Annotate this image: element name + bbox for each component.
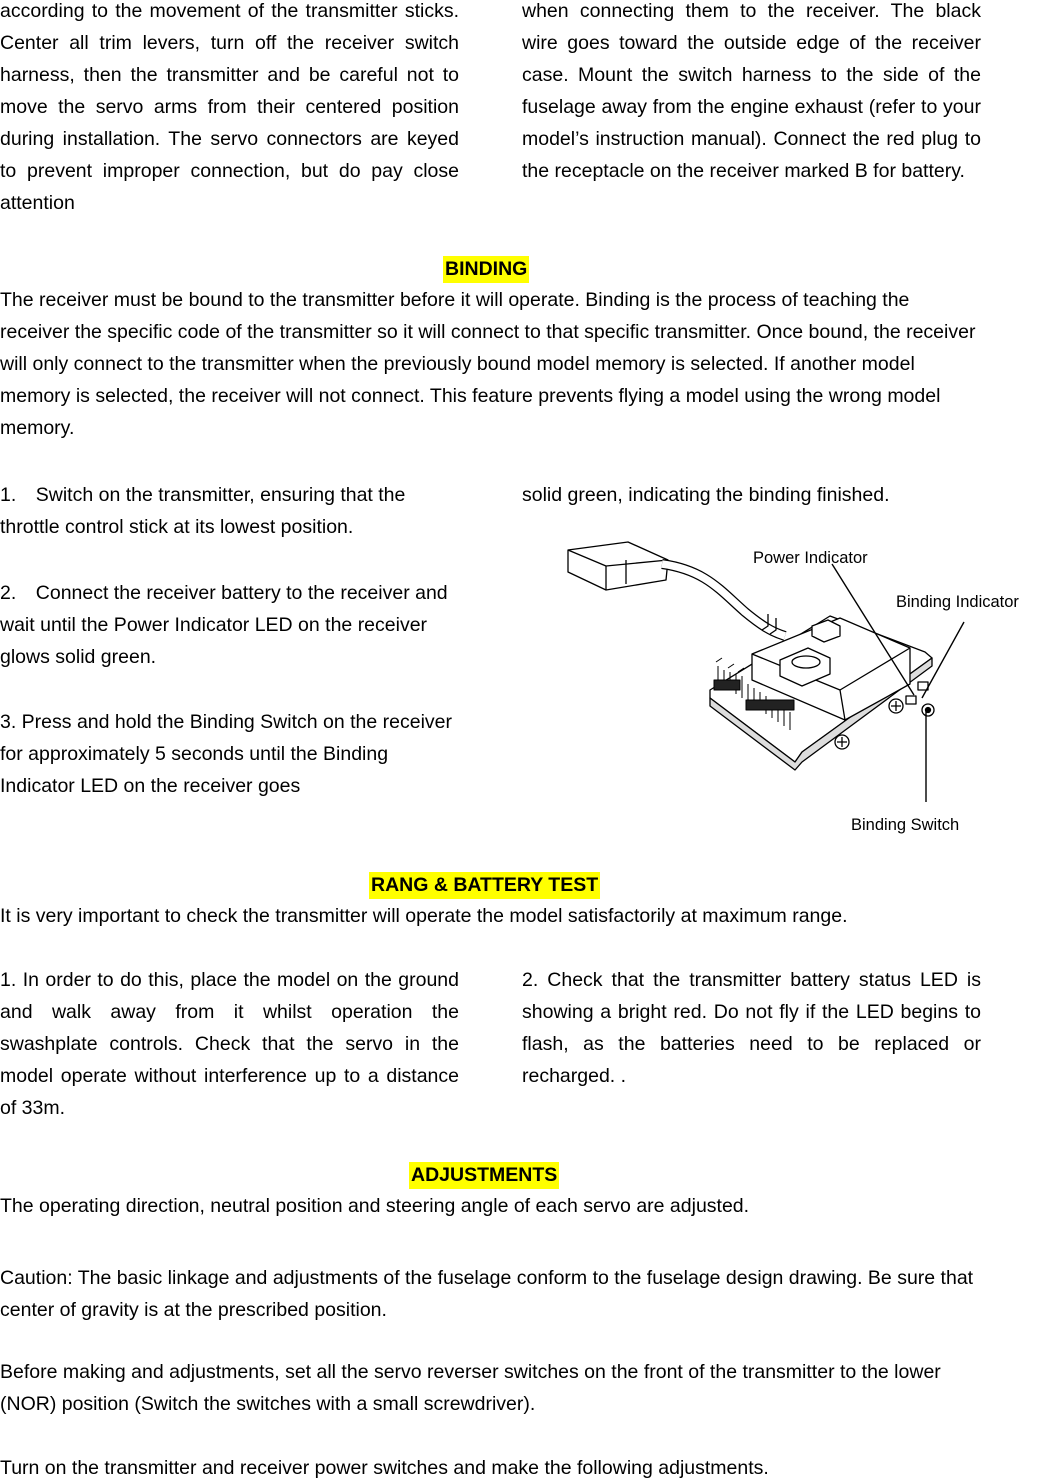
- binding-indicator-label: Binding Indicator: [896, 593, 1019, 611]
- receiver-illustration: [540, 530, 1037, 850]
- range-test-intro: It is very important to check the transmitter will operate the model satisfactorily at maximum range.: [0, 905, 848, 927]
- adjustments-caution: Caution: The basic linkage and adjustments of the fuselage conform to the fuselage design drawing. Be sure that center of gravity is at the prescribed position.: [0, 1267, 974, 1321]
- binding-switch-label: Binding Switch: [851, 816, 960, 834]
- receiver-figure: [540, 530, 1037, 850]
- power-indicator-label: Power Indicator: [753, 549, 868, 567]
- binding-step-2: 2. Connect the receiver battery to the receiver and wait until the Power Indicator LED on the receiver glows solid green.: [0, 582, 448, 668]
- binding-step-1: 1. Switch on the transmitter, ensuring that the throttle control stick at its lowest position.: [0, 484, 406, 538]
- adjustments-paragraph-1: The operating direction, neutral position and steering angle of each servo are adjusted.: [0, 1195, 750, 1217]
- range-test-step-2: 2. Check that the transmitter battery status LED is showing a bright red. Do not fly if the LED begins to flash, as the batteries need to be replaced or recharged. .: [522, 969, 981, 1087]
- binding-step-3: 3. Press and hold the Binding Switch on the receiver for approximately 5 seconds until the Binding Indicator LED on the receiver goes: [0, 711, 453, 797]
- binding-step-3-continued: solid green, indicating the binding finished.: [522, 484, 890, 506]
- binding-heading: BINDING: [443, 256, 529, 283]
- range-test-step-1: 1. In order to do this, place the model on the ground and walk away from it whilst operation the swashplate controls. Check that the servo in the model operate without interference up to a distance of 33m.: [0, 969, 459, 1119]
- adjustments-paragraph-4: Turn on the transmitter and receiver power switches and make the following adjustments.: [0, 1457, 769, 1479]
- intro-right-paragraph: when connecting them to the receiver. The black wire goes toward the outside edge of the receiver case. Mount the switch harness to the side of the fuselage away from the engine exhaust (refer to your model’s instruction manual). Connect the red plug to the receptacle on the receiver marked B for battery.: [522, 0, 981, 182]
- intro-left-paragraph: according to the movement of the transmitter sticks. Center all trim levers, turn off the receiver switch harness, then the transmitter and be careful not to move the servo arms from their centered position during installation. The servo connectors are keyed to prevent improper connection, but do pay close attention: [0, 0, 459, 214]
- adjustments-heading: ADJUSTMENTS: [409, 1162, 559, 1189]
- adjustments-paragraph-3: Before making and adjustments, set all the servo reverser switches on the front of the transmitter to the lower (NOR) position (Switch the switches with a small screwdriver).: [0, 1361, 941, 1415]
- binding-intro: The receiver must be bound to the transmitter before it will operate. Binding is the process of teaching the receiver the specific code of the transmitter so it will connect to that specific transmitter. Once bound, the receiver will only connect to the transmitter when the previously bound model memory is selected. If another model memory is selected, the receiver will not connect. This feature prevents flying a model using the wrong model memory.: [0, 289, 976, 439]
- range-test-heading: RANG & BATTERY TEST: [369, 872, 600, 899]
